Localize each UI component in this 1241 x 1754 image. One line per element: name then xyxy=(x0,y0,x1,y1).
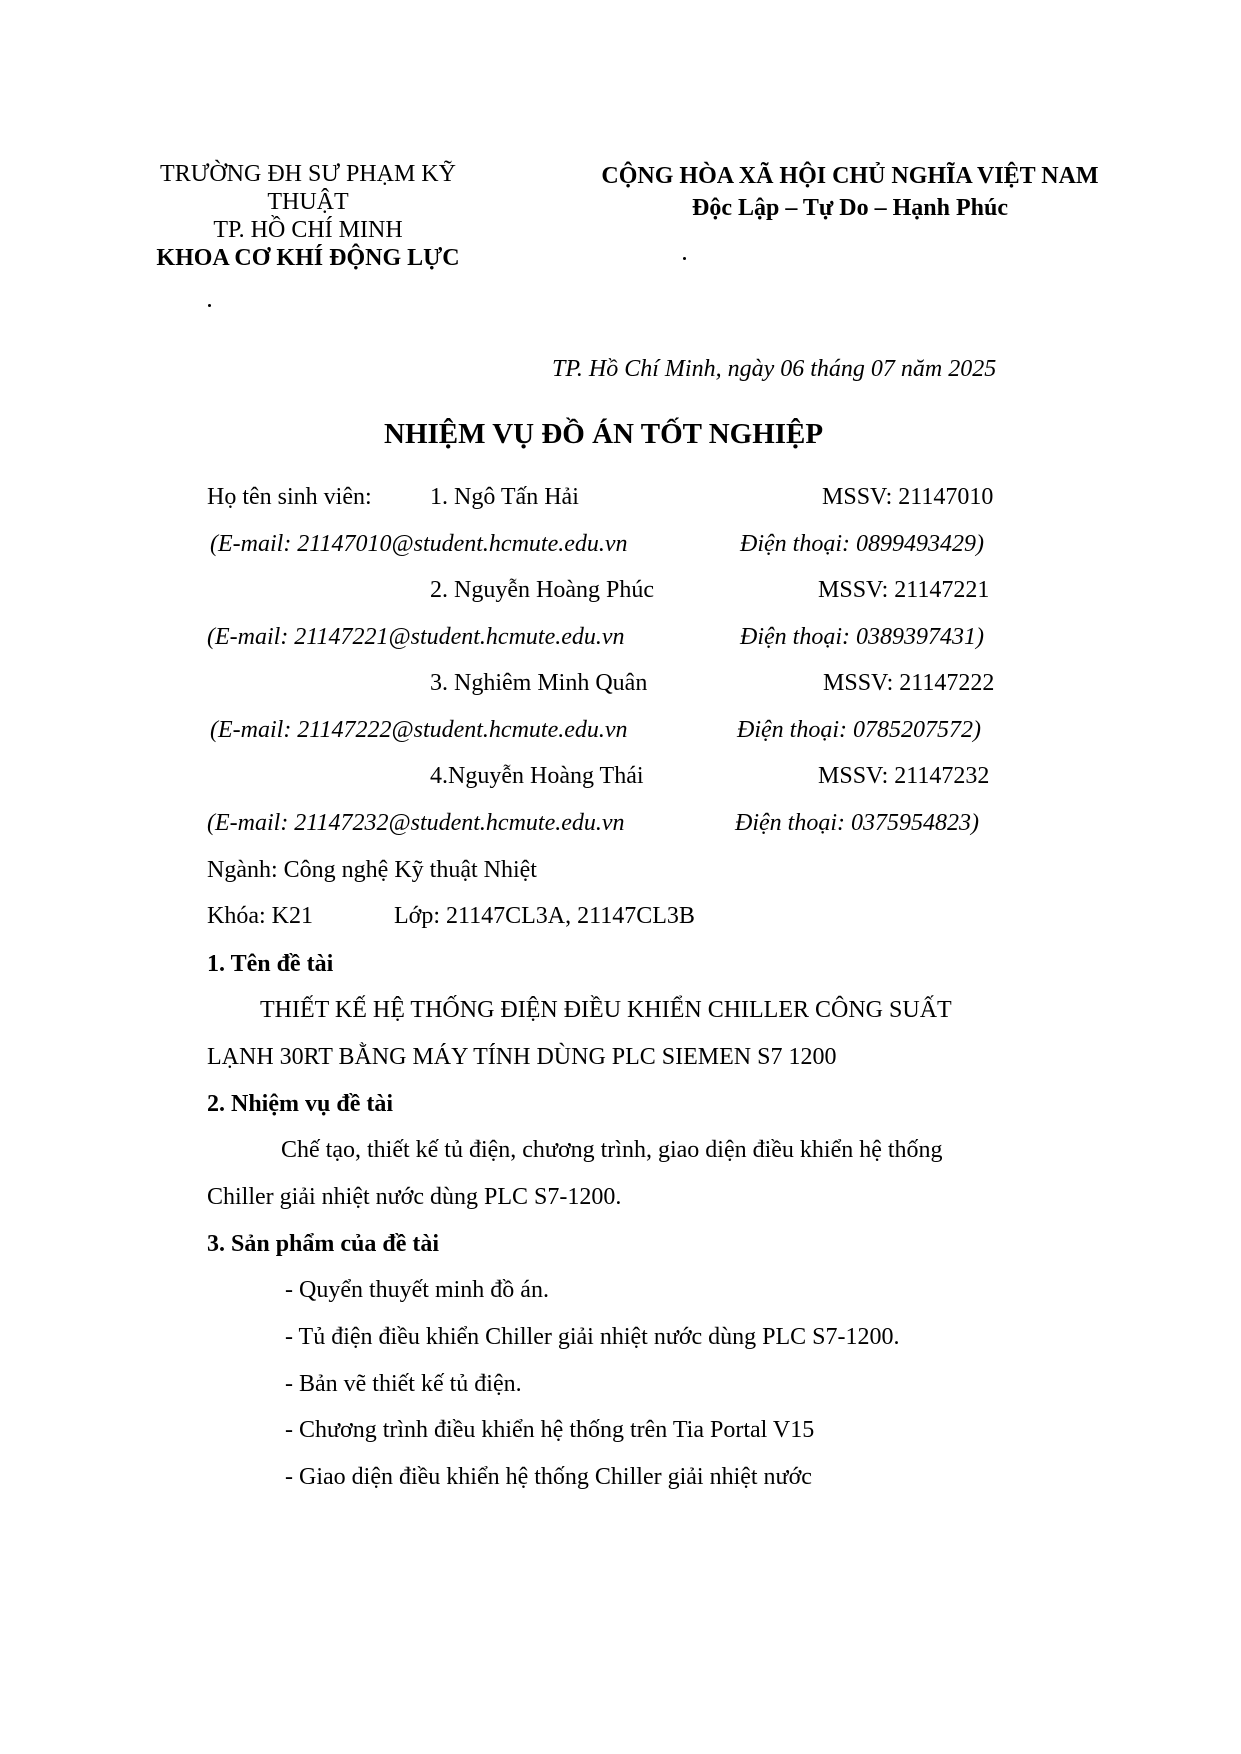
student-phone: Điện thoại: 0389397431) xyxy=(740,624,984,650)
faculty-name: KHOA CƠ KHÍ ĐỘNG LỰC xyxy=(156,245,460,271)
thesis-title-line2: LẠNH 30RT BẰNG MÁY TÍNH DÙNG PLC SIEMEN S7 1200 xyxy=(207,1044,837,1070)
thesis-title-line1: THIẾT KẾ HỆ THỐNG ĐIỆN ĐIỀU KHIỂN CHILLER CÔNG SUẤT xyxy=(260,997,952,1023)
student-phone: Điện thoại: 0899493429) xyxy=(740,531,984,557)
student-phone: Điện thoại: 0375954823) xyxy=(735,810,979,836)
decorative-dot xyxy=(683,257,686,260)
school-city: TP. HỒ CHÍ MINH xyxy=(213,217,403,243)
decorative-dot xyxy=(208,304,211,307)
course: Khóa: K21 xyxy=(207,903,313,929)
students-label: Họ tên sinh viên: xyxy=(207,484,372,510)
national-header xyxy=(560,160,1140,224)
task-line1: Chế tạo, thiết kế tủ điện, chương trình, giao diện điều khiển hệ thống xyxy=(281,1137,943,1163)
task-line2: Chiller giải nhiệt nước dùng PLC S7-1200. xyxy=(207,1184,622,1210)
student-email: (E-mail: 21147221@student.hcmute.edu.vn xyxy=(207,624,625,650)
section-heading: 3. Sản phẩm của đề tài xyxy=(207,1231,440,1257)
list-item: - Giao diện điều khiển hệ thống Chiller giải nhiệt nước xyxy=(285,1464,812,1490)
section-heading: 1. Tên đề tài xyxy=(207,951,334,977)
list-item: - Quyển thuyết minh đồ án. xyxy=(285,1277,549,1303)
student-mssv: MSSV: 21147222 xyxy=(823,670,995,696)
country-name: CỘNG HÒA XÃ HỘI CHỦ NGHĨA VIỆT NAM xyxy=(601,163,1099,189)
student-mssv: MSSV: 21147232 xyxy=(818,763,990,789)
student-phone: Điện thoại: 0785207572) xyxy=(737,717,981,743)
student-email: (E-mail: 21147222@student.hcmute.edu.vn xyxy=(210,717,628,743)
student-email: (E-mail: 21147010@student.hcmute.edu.vn xyxy=(210,531,628,557)
student-name: 3. Nghiêm Minh Quân xyxy=(430,670,648,696)
list-item: - Chương trình điều khiển hệ thống trên Tia Portal V15 xyxy=(285,1417,815,1443)
student-email: (E-mail: 21147232@student.hcmute.edu.vn xyxy=(207,810,625,836)
student-mssv: MSSV: 21147010 xyxy=(822,484,994,510)
student-name: 2. Nguyễn Hoàng Phúc xyxy=(430,577,654,603)
date-line: TP. Hồ Chí Minh, ngày 06 tháng 07 năm 2025 xyxy=(552,356,997,382)
school-name-line1: TRƯỜNG ĐH SƯ PHẠM KỸ xyxy=(160,161,456,187)
page-title: NHIỆM VỤ ĐỒ ÁN TỐT NGHIỆP xyxy=(384,418,824,450)
school-name-line2: THUẬT xyxy=(267,189,349,215)
national-motto: Độc Lập – Tự Do – Hạnh Phúc xyxy=(691,195,1009,221)
student-name: 1. Ngô Tấn Hải xyxy=(430,484,579,510)
class: Lớp: 21147CL3A, 21147CL3B xyxy=(394,903,695,929)
student-mssv: MSSV: 21147221 xyxy=(818,577,990,603)
school-header xyxy=(150,160,466,272)
list-item: - Tủ điện điều khiển Chiller giải nhiệt nước dùng PLC S7-1200. xyxy=(285,1324,900,1350)
list-item: - Bản vẽ thiết kế tủ điện. xyxy=(285,1371,522,1397)
section-heading: 2. Nhiệm vụ đề tài xyxy=(207,1091,393,1117)
student-name: 4.Nguyễn Hoàng Thái xyxy=(430,763,644,789)
major: Ngành: Công nghệ Kỹ thuật Nhiệt xyxy=(207,857,537,883)
